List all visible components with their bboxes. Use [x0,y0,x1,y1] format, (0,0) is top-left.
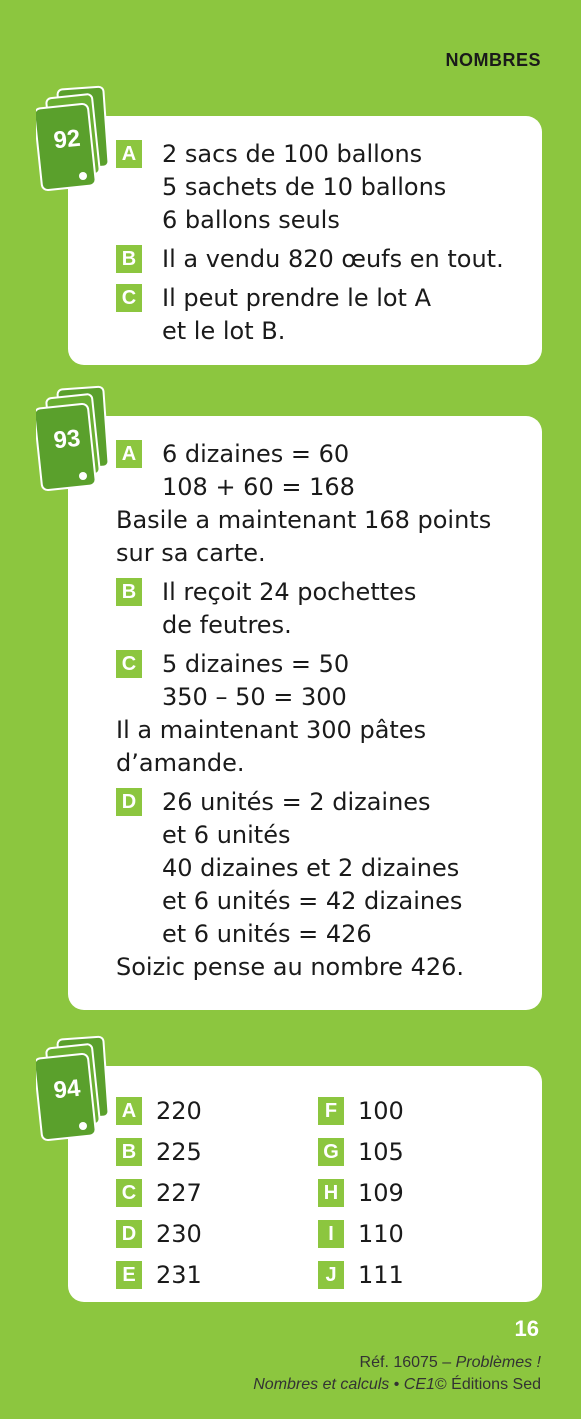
answer-line: et 6 unités = 426 [162,920,372,948]
answer-conclusion [116,504,491,570]
answer-value: 227 [156,1178,202,1207]
page-number: 16 [514,1316,539,1341]
answer-list [116,438,491,990]
answer-value: 220 [156,1096,202,1125]
answer-row [318,1213,404,1254]
footer-bullet: • [389,1376,404,1393]
letter-badge: I [318,1220,344,1248]
letter-badge: B [116,578,142,606]
answer-line: 6 ballons seuls [162,206,340,234]
answer-value: 230 [156,1219,202,1248]
answer-line: d’amande. [116,749,245,777]
answer-row [116,1090,202,1131]
answer-row [116,1213,202,1254]
footer-credits [253,1352,541,1396]
letter-badge: B [116,245,142,273]
footer-line-1 [253,1352,541,1374]
letter-badge: A [116,140,142,168]
footer-publisher: © Éditions Sed [434,1376,541,1393]
letter-badge: C [116,1179,142,1207]
answer-conclusion [116,714,491,780]
letter-badge: D [116,1220,142,1248]
letter-badge: C [116,650,142,678]
answer-line: 5 dizaines = 50 [162,650,350,678]
answer-line: 5 sachets de 10 ballons [162,173,447,201]
answer-row [318,1090,404,1131]
answer-column-right [318,1090,404,1295]
footer-ref: Réf. 16075 – [359,1354,456,1371]
answer-line: Soizic pense au nombre 426. [116,953,465,981]
letter-badge: A [116,440,142,468]
answer-row [116,1254,202,1295]
answer-card-92 [68,116,542,365]
answer-row [116,1131,202,1172]
answer-line: 350 – 50 = 300 [162,683,347,711]
answer-column-left [116,1090,202,1295]
answer-value: 111 [358,1260,404,1289]
answer-line: Il a vendu 820 œufs en tout. [162,245,504,273]
problem-number: 94 [52,1074,82,1105]
answer-card-93 [68,416,542,1010]
answer-line: Basile a maintenant 168 points [116,506,492,534]
card-stack-icon [36,1034,108,1144]
answer-line: et le lot B. [162,317,286,345]
answer-line: 40 dizaines et 2 dizaines [162,854,460,882]
letter-badge: A [116,1097,142,1125]
card-stack-icon [36,384,108,494]
answer-conclusion [116,951,491,984]
footer-line-2 [253,1374,541,1396]
answer-list [116,138,504,354]
letter-badge: G [318,1138,344,1166]
answer-line: et 6 unités [162,821,291,849]
section-title: NOMBRES [445,50,541,70]
footer-subtitle: Nombres et calculs [253,1376,390,1393]
answer-line: et 6 unités = 42 dizaines [162,887,463,915]
letter-badge: C [116,284,142,312]
letter-badge: F [318,1097,344,1125]
answer-row [318,1254,404,1295]
letter-badge: D [116,788,142,816]
footer-level: CE1 [403,1376,435,1393]
letter-badge: H [318,1179,344,1207]
letter-badge: J [318,1261,344,1289]
answer-item [116,576,491,642]
answer-card-94 [68,1066,542,1302]
answer-row [116,1172,202,1213]
answer-line: sur sa carte. [116,539,266,567]
answer-item [116,243,504,276]
answer-value: 110 [358,1219,404,1248]
problem-number: 92 [52,124,82,155]
answer-value: 231 [156,1260,202,1289]
answer-value: 105 [358,1137,404,1166]
answer-line: 26 unités = 2 dizaines [162,788,431,816]
letter-badge: B [116,1138,142,1166]
answer-line: Il a maintenant 300 pâtes [116,716,427,744]
footer-book-title: Problèmes ! [455,1354,541,1371]
answer-item [116,282,504,348]
answer-line: Il peut prendre le lot A [162,284,432,312]
answer-line: 108 + 60 = 168 [162,473,355,501]
answer-line: 2 sacs de 100 ballons [162,140,423,168]
answer-row [318,1131,404,1172]
answer-line: 6 dizaines = 60 [162,440,350,468]
answer-value: 100 [358,1096,404,1125]
answer-item [116,648,491,714]
answer-row [318,1172,404,1213]
answer-line: de feutres. [162,611,292,639]
letter-badge: E [116,1261,142,1289]
problem-number: 93 [52,424,82,455]
answer-item [116,138,504,237]
answer-item [116,438,491,504]
answer-item [116,786,491,951]
answer-value: 109 [358,1178,404,1207]
answer-value: 225 [156,1137,202,1166]
answer-line: Il reçoit 24 pochettes [162,578,417,606]
card-stack-icon [36,84,108,194]
